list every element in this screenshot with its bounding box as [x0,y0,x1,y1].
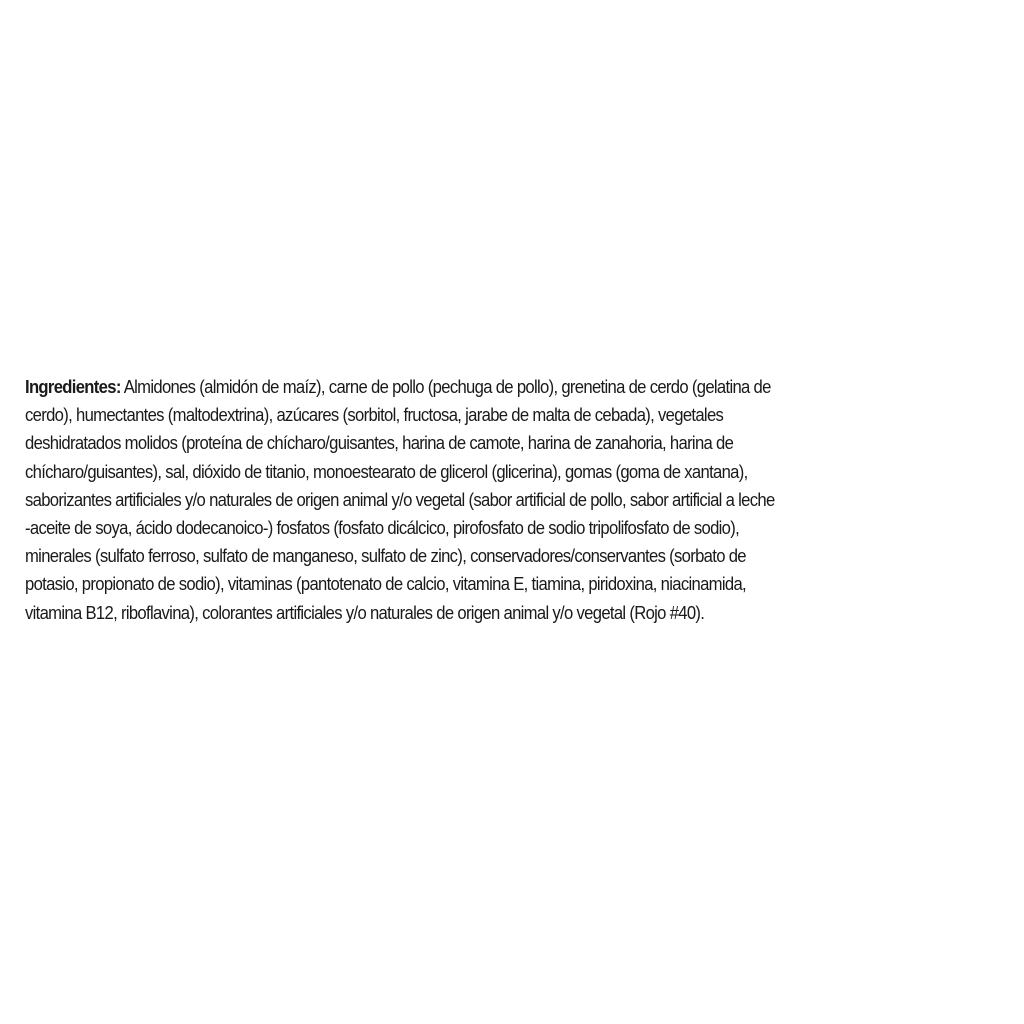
ingredients-text: Almidones (almidón de maíz), carne de pollo (pechuga de pollo), grenetina de cerdo (gelatina de [120,376,771,397]
ingredients-line-8: potasio, propionato de sodio), vitaminas (pantotenato de calcio, vitamina E, tiamina, piridoxina, niacinamida, [25,573,746,595]
ingredients-statement [25,373,1000,627]
ingredients-line-6: -aceite de soya, ácido dodecanoico-) fosfatos (fosfato dicálcico, pirofosfato de sodio tripolifosfato de sodio), [25,516,740,538]
ingredients-line-9: vitamina B12, riboflavina), colorantes artificiales y/o naturales de origen animal y/o vegetal (Rojo #40). [25,601,705,623]
ingredients-heading: Ingredientes: [25,376,121,397]
ingredients-line-1 [25,373,907,401]
ingredients-line-5: saborizantes artificiales y/o naturales de origen animal y/o vegetal (sabor artificial de pollo, sabor artificial a leche [25,488,775,510]
ingredients-line-7: minerales (sulfato ferroso, sulfato de manganeso, sulfato de zinc), conservadores/conservantes (sorbato de [25,545,746,567]
ingredients-line-3: deshidratados molidos (proteína de chícharo/guisantes, harina de camote, harina de zanahoria, harina de [25,432,734,454]
ingredients-line-2: cerdo), humectantes (maltodextrina), azúcares (sorbitol, fructosa, jarabe de malta de cebada), vegetales [25,404,724,426]
ingredients-line-4: chícharo/guisantes), sal, dióxido de titanio, monoestearato de glicerol (glicerina), gomas (goma de xantana), [25,460,748,482]
